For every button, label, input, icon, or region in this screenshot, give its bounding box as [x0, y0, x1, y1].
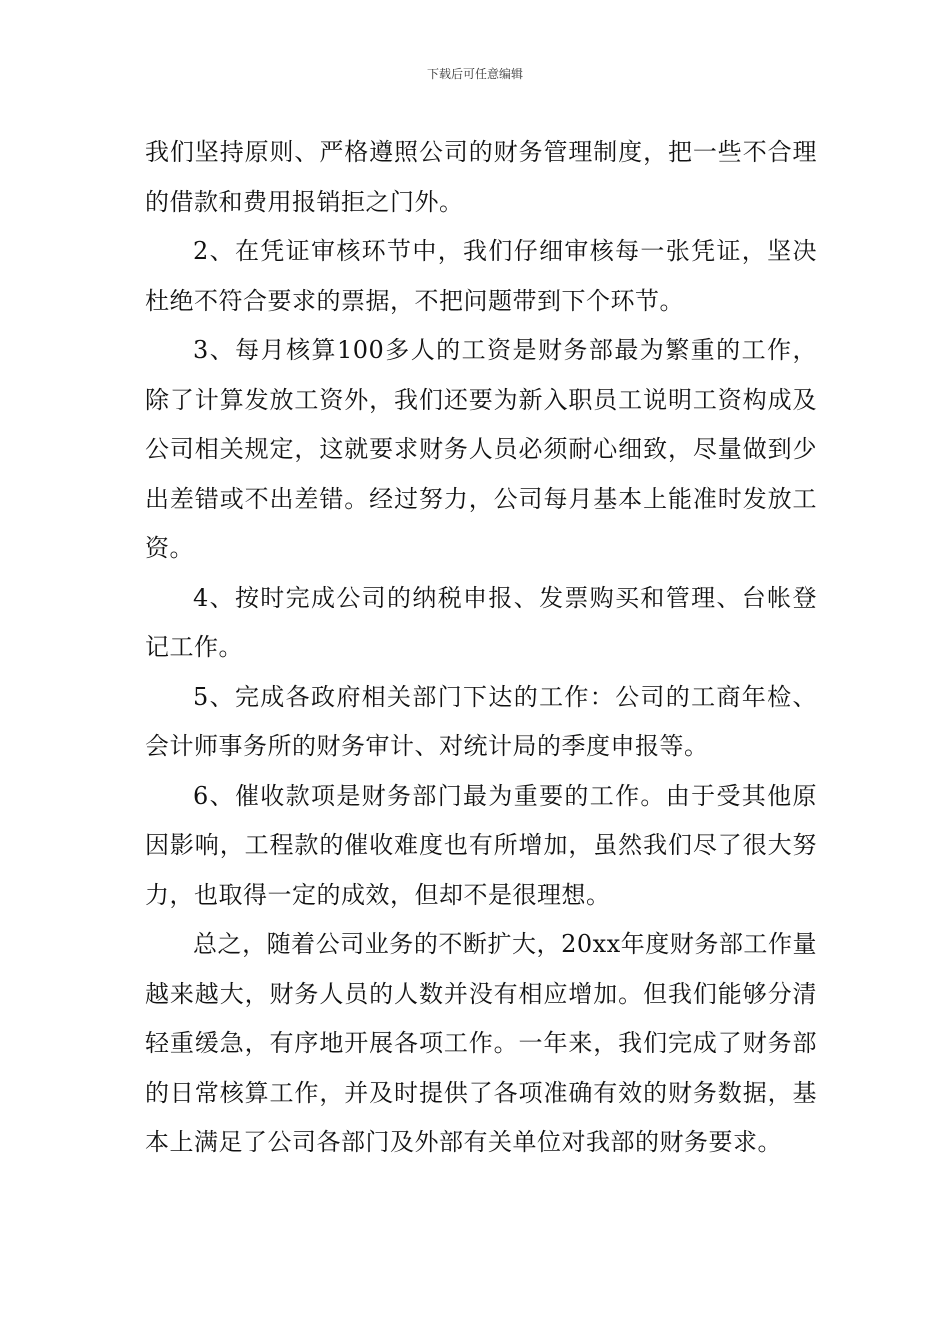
paragraph-item-4: 4、按时完成公司的纳税申报、发票购买和管理、台帐登记工作。: [145, 583, 817, 661]
paragraph-continuation: 我们坚持原则、严格遵照公司的财务管理制度，把一些不合理的借款和费用报销拒之门外。: [145, 138, 817, 216]
paragraph-item-6: 6、催收款项是财务部门最为重要的工作。由于受其他原因影响，工程款的催收难度也有所增加，虽然我们尽了很大努力，也取得一定的成效，但却不是很理想。: [145, 781, 817, 909]
paragraph-item-2: 2、在凭证审核环节中，我们仔细审核每一张凭证，坚决杜绝不符合要求的票据，不把问题带到下个环节。: [145, 237, 817, 315]
paragraph-summary: 总之，随着公司业务的不断扩大，20xx年度财务部工作量越来越大，财务人员的人数并没有相应增加。但我们能够分清轻重缓急，有序地开展各项工作。一年来，我们完成了财务部的日常核算工作，并及时提供了各项准确有效的财务数据，基本上满足了公司各部门及外部有关单位对我部的财务要求。: [145, 930, 817, 1156]
page-header-note: 下载后可任意编辑: [426, 67, 523, 81]
paragraph-item-5: 5、完成各政府相关部门下达的工作：公司的工商年检、会计师事务所的财务审计、对统计局的季度申报等。: [145, 682, 817, 760]
document-body: [145, 128, 817, 1168]
paragraph-item-3: 3、每月核算100多人的工资是财务部最为繁重的工作，除了计算发放工资外，我们还要为新入职员工说明工资构成及公司相关规定，这就要求财务人员必须耐心细致，尽量做到少出差错或不出差错。经过努力，公司每月基本上能准时发放工资。: [145, 336, 817, 562]
